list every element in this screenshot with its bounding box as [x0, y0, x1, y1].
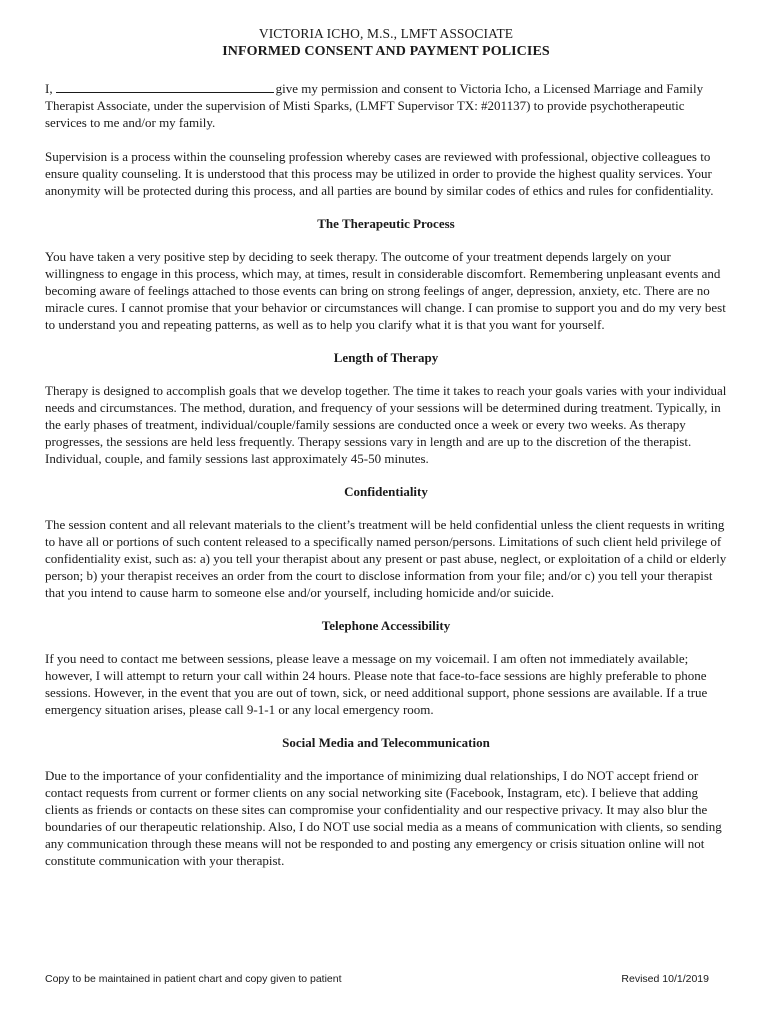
document-title: INFORMED CONSENT AND PAYMENT POLICIES: [222, 44, 550, 59]
section-heading-therapeutic-process: The Therapeutic Process: [317, 216, 455, 231]
consent-paragraph: [45, 80, 727, 131]
section-text-therapeutic-process: You have taken a very positive step by deciding to seek therapy. The outcome of your treatment depends largely on your willingness to engage in this process, which may, at times, result in considerable discomfort. Remembering unpleasant events and becoming aware of feelings attached to those events can bring on strong feelings of anger, depression, anxiety, etc. There are no miracle cures. I cannot promise that your behavior or circumstances will change. I can promise to support you and do my very best to understand you and repeating patterns, as well as to help you clarify what it is that you want for yourself.: [45, 249, 726, 332]
document-page: [45, 26, 727, 869]
consent-text: give my permission and consent to Victoria Icho, a Licensed Marriage and Family Therapist Associate, under the supervision of Misti Sparks, (LMFT Supervisor TX: #201137) to provide psychotherapeutic services to me and/or my family.: [45, 81, 704, 130]
section-text-telephone-accessibility: If you need to contact me between sessions, please leave a message on my voicemail. I am often not immediately available; however, I will attempt to return your call within 24 hours. Please note that face-to-face sessions are highly preferable to phone sessions. However, in the event that you are out of town, sick, or need additional support, phone sessions are available. If a true emergency situation arises, please call 9-1-1 or any local emergency room.: [45, 651, 708, 717]
footer-copy-note: Copy to be maintained in patient chart and copy given to patient: [45, 973, 342, 985]
section-heading-telephone-accessibility: Telephone Accessibility: [321, 618, 451, 633]
section-text-social-media: Due to the importance of your confidentiality and the importance of minimizing dual relationships, I do NOT accept friend or contact requests from current or former clients on any social networking site (Facebook, Instagram, etc). I believe that adding clients as friends or contacts on these sites can compromise your confidentiality and our respective privacy. It may also blur the boundaries of our therapeutic relationship. Also, I do NOT use social media as a means of communication with clients, so sending any communication through these means will not be responded to and posting any emergency or crisis situation online will not constitute communication with your therapist.: [45, 768, 722, 868]
client-name-blank[interactable]: [56, 81, 274, 93]
supervision-paragraph: Supervision is a process within the counseling profession whereby cases are reviewed with professional, objective colleagues to ensure quality counseling. It is understood that this process may be utilized in order to provide the highest quality services. Your anonymity will be protected during this process, and all parties are bound by similar codes of ethics and rules for confidentiality.: [45, 149, 714, 198]
section-text-confidentiality: The session content and all relevant materials to the client’s treatment will be held confidential unless the client requests in writing to have all or portions of such content released to a specifically named person/persons. Limitations of such client held privilege of confidentiality exist, such as: a) you tell your therapist about any present or past abuse, neglect, or exploitation of a child or elderly person; b) your therapist receives an order from the court to disclose information from your file; and/or c) you tell your therapist that you intend to cause harm to someone else and/or yourself, including homicide and/or suicide.: [45, 517, 727, 600]
practitioner-name-line: VICTORIA ICHO, M.S., LMFT ASSOCIATE: [258, 26, 514, 41]
footer-revision-date: Revised 10/1/2019: [621, 973, 709, 985]
consent-prefix: I,: [45, 81, 53, 96]
section-heading-length-of-therapy: Length of Therapy: [333, 350, 439, 365]
section-text-length-of-therapy: Therapy is designed to accomplish goals that we develop together. The time it takes to reach your goals varies with your individual needs and circumstances. The method, duration, and frequency of your sessions will be determined during treatment. Typically, in the early phases of treatment, individual/couple/family sessions are conducted once a week or every two weeks. As therapy progresses, the sessions are held less frequently. Therapy sessions vary in length and are up to the discretion of the therapist. Individual, couple, and family sessions last approximately 45-50 minutes.: [45, 383, 727, 466]
section-heading-confidentiality: Confidentiality: [344, 484, 428, 499]
section-heading-social-media: Social Media and Telecommunication: [282, 735, 490, 750]
